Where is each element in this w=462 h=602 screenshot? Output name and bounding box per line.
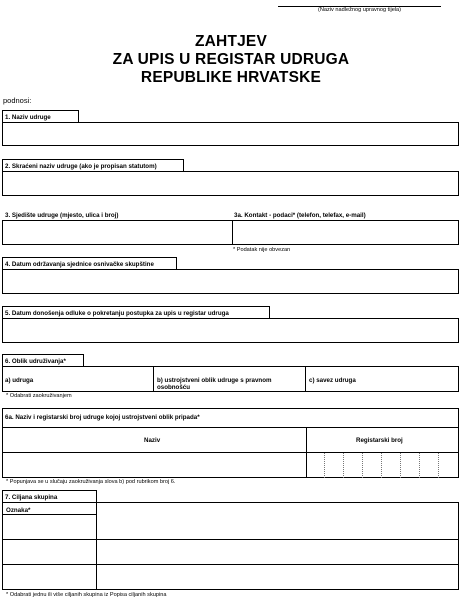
field-7-code-header: Oznaka* xyxy=(6,507,31,514)
field-6a-col-reg: Registarski broj xyxy=(356,437,403,444)
field-7-row-3-input[interactable] xyxy=(97,565,458,589)
field-7-label: 7. Ciljana skupina xyxy=(5,494,58,501)
submitter-label: podnosi: xyxy=(3,96,32,105)
field-3-input[interactable] xyxy=(2,220,233,245)
reg-digit-sep-2 xyxy=(343,453,344,478)
reg-digit-sep-6 xyxy=(419,453,420,478)
reg-digit-sep-7 xyxy=(438,453,439,478)
field-1-label: 1. Naziv udruge xyxy=(5,114,51,121)
field-6a-name-input[interactable] xyxy=(3,453,306,477)
field-5-input[interactable] xyxy=(2,318,459,343)
field-3a-note: * Podatak nije obvezan xyxy=(233,247,291,253)
field-6-option-c[interactable]: c) savez udruga xyxy=(309,377,356,384)
field-6a-label: 6a. Naziv i registarski broj udruge kojoj ustrojstveni oblik pripada* xyxy=(5,414,200,421)
field-6a-col-divider xyxy=(306,427,307,478)
field-3a-input[interactable] xyxy=(232,220,459,245)
form-title-line-2: ZA UPIS U REGISTAR UDRUGA xyxy=(112,51,350,68)
field-7-row-2-input[interactable] xyxy=(97,540,458,563)
reg-digit-sep-3 xyxy=(362,453,363,478)
reg-digit-sep-4 xyxy=(381,453,382,478)
field-6-label: 6. Oblik udruživanja* xyxy=(5,358,66,365)
field-6a-header-top xyxy=(2,427,459,428)
form-title-line-1: ZAHTJEV xyxy=(194,33,268,50)
field-2-input[interactable] xyxy=(2,171,459,196)
field-7-note: * Odabrati jednu ili više ciljanih skupina iz Popisa ciljanih skupina xyxy=(6,592,167,598)
field-4-input[interactable] xyxy=(2,269,459,294)
form-title-line-3: REPUBLIKE HRVATSKE xyxy=(140,69,322,86)
field-3-label: 3. Sjedište udruge (mjesto, ulica i broj) xyxy=(5,212,119,219)
field-1-input[interactable] xyxy=(2,122,459,146)
field-6-divider-1 xyxy=(153,366,154,392)
field-7-row-line-1 xyxy=(2,514,97,515)
field-6a-note: * Popunjava se u slučaju zaokruživanja slova b) pod rubrikom broj 6. xyxy=(6,479,176,485)
field-7-row-1-input[interactable] xyxy=(97,515,458,538)
field-6-divider-2 xyxy=(305,366,306,392)
office-caption: (Naziv nadležnog upravnog tijela) xyxy=(318,7,402,13)
field-2-label: 2. Skraćeni naziv udruge (ako je propisan statutom) xyxy=(5,163,157,170)
field-6-option-b-line-1[interactable]: b) ustrojstveni oblik udruge s pravnom xyxy=(157,377,272,384)
reg-digit-sep-1 xyxy=(324,453,325,478)
reg-digit-sep-5 xyxy=(400,453,401,478)
field-6-option-a[interactable]: a) udruga xyxy=(5,377,34,384)
field-6a-col-name: Naziv xyxy=(144,437,161,444)
field-6-option-b-line-2[interactable]: osobnošću xyxy=(157,384,191,391)
field-5-label: 5. Datum donošenja odluke o pokretanju postupka za upis u registar udruga xyxy=(5,310,229,317)
field-6-note: * Odabrati zaokruživanjem xyxy=(6,393,72,399)
field-4-label: 4. Datum održavanja sjednice osnivačke skupštine xyxy=(5,261,154,268)
field-3a-label: 3a. Kontakt - podaci* (telefon, telefax, e-mail) xyxy=(234,212,366,219)
